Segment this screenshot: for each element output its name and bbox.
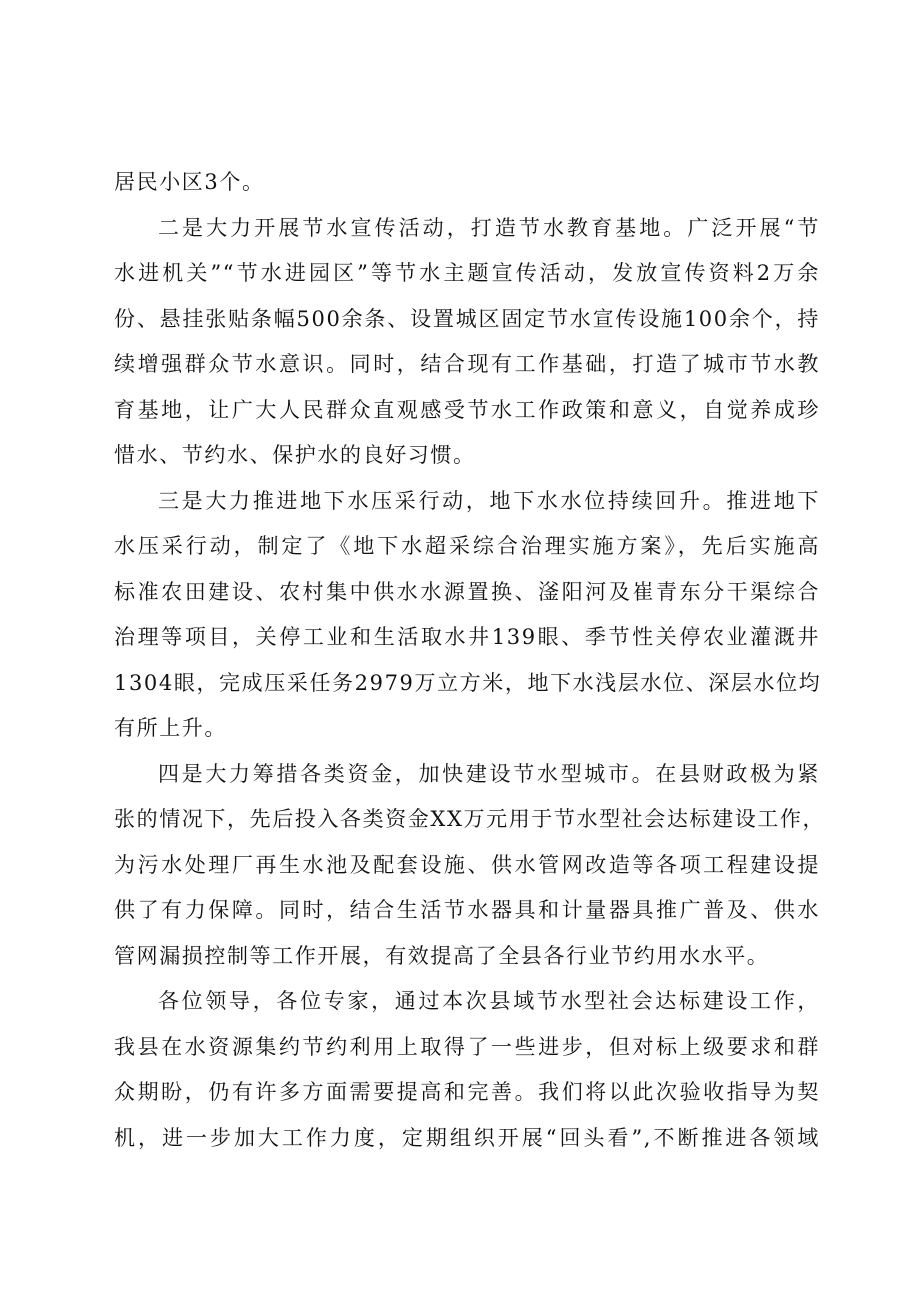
text-line: 续增强群众节水意识。同时，结合现有工作基础，打造了城市节水教 — [114, 352, 820, 376]
text-line: 供了有力保障。同时，结合生活节水器具和计量器具推广普及、供水 — [114, 898, 820, 922]
text-line: 标准农田建设、农村集中供水水源置换、滏阳河及崔青东分干渠综合 — [114, 579, 820, 604]
text-line: 1304眼，完成压采任务2979万立方米，地下水浅层水位、深层水位均 — [114, 670, 822, 695]
text-line: 张的情况下，先后投入各类资金XX万元用于节水型社会达标建设工作， — [114, 807, 826, 831]
paragraph-funding — [114, 752, 826, 980]
paragraph-closing — [114, 979, 820, 1161]
text-line: 份、悬挂张贴条幅500余条、设置城区固定节水宣传设施100余个，持 — [114, 306, 820, 331]
text-line: 四是大力筹措各类资金，加快建设节水型城市。在县财政极为紧 — [158, 761, 820, 786]
text-line: 众期盼，仍有许多方面需要提高和完善。我们将以此次验收指导为契 — [114, 1080, 820, 1104]
paragraph-groundwater — [114, 479, 820, 752]
text-line: 管网漏损控制等工作开展，有效提高了全县各行业节约用水水平。 — [114, 943, 770, 968]
text-line: 二是大力开展节水宣传活动，打造节水教育基地。广泛开展“节 — [158, 215, 820, 240]
text-line: 我县在水资源集约节约利用上取得了一些进步，但对标上级要求和群 — [114, 1034, 820, 1059]
text-line: 育基地，让广大人民群众直观感受节水工作政策和意义，自觉养成珍 — [114, 397, 820, 422]
paragraph-publicity — [114, 206, 820, 479]
text-line: 有所上升。 — [114, 716, 227, 740]
text-line: 水压采行动，制定了《地下水超采综合治理实施方案》，先后实施高 — [114, 534, 820, 558]
text-line: 治理等项目，关停工业和生活取水井139眼、季节性关停农业灌溉井 — [114, 625, 820, 649]
text-line: 水进机关”“节水进园区”等节水主题宣传活动，发放宣传资料2万余 — [114, 261, 820, 285]
paragraph-continuation — [114, 160, 820, 206]
text-line: 为污水处理厂再生水池及配套设施、供水管网改造等各项工程建设提 — [114, 852, 820, 877]
text-line: 居民小区3个。 — [114, 170, 265, 194]
text-line: 各位领导，各位专家，通过本次县域节水型社会达标建设工作， — [158, 989, 820, 1013]
document-body — [114, 160, 826, 1161]
text-line: 三是大力推进地下水压采行动，地下水水位持续回升。推进地下 — [158, 488, 820, 513]
text-line: 机，进一步加大工作力度，定期组织开展“回头看”,不断推进各领域 — [114, 1125, 820, 1150]
text-line: 惜水、节约水、保护水的良好习惯。 — [114, 443, 476, 467]
